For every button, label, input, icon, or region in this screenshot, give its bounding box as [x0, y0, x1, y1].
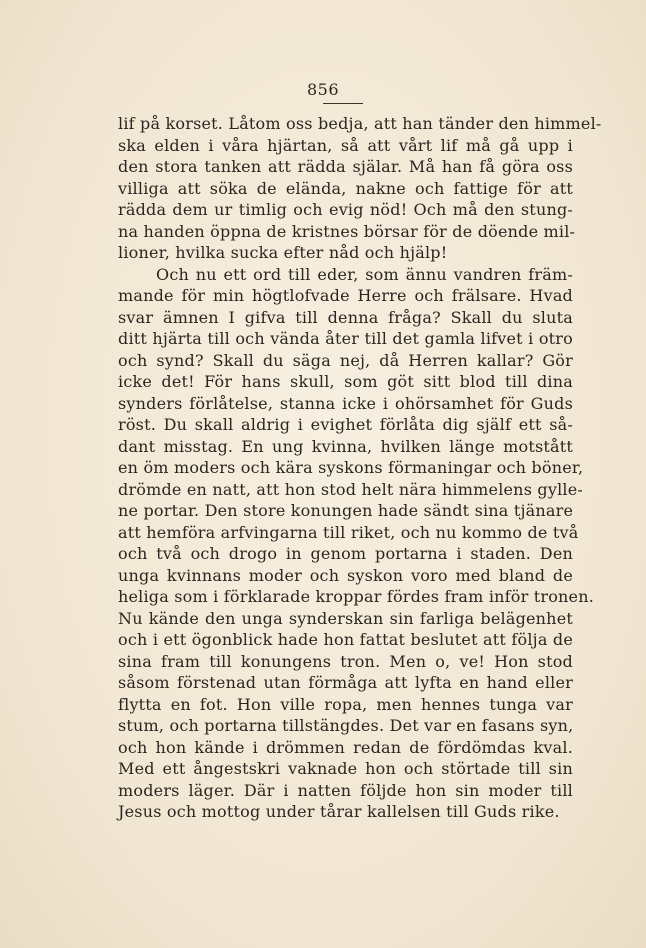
text-line: rädda dem ur timlig och evig nöd! Och må den stung- — [118, 200, 573, 219]
text-line: Nu kände den unga synderskan sin farliga belägenhet — [118, 608, 573, 628]
text-line: ditt hjärta till och vända åter till det gamla lifvet i otro — [118, 329, 573, 348]
text-line: moders läger. Där i natten följde hon sin moder till — [118, 780, 573, 800]
text-line: synders förlåtelse, stanna icke i ohörsamhet för Guds — [118, 393, 573, 413]
text-line: Och nu ett ord till eder, som ännu vandren främ- — [156, 264, 573, 284]
text-line: Med ett ångestskri vaknade hon och störtade till sin — [118, 759, 573, 778]
text-line: sina fram till konungens tron. Men o, ve! Hon stod — [118, 651, 573, 671]
text-line: ne portar. Den store konungen hade sändt sina tjänare — [118, 501, 574, 520]
text-line: flytta en fot. Hon ville ropa, men hennes tunga var — [118, 694, 573, 714]
text-line: att hemföra arfvingarna till riket, och nu kommo de två — [118, 522, 579, 542]
text-line: svar ämnen I gifva till denna fråga? Skall du sluta — [118, 307, 573, 327]
text-line: stum, och portarna tillstängdes. Det var en fasans syn, — [118, 716, 574, 735]
text-line: den stora tanken att rädda själar. Må han få göra oss — [118, 157, 573, 176]
text-line: en öm moders och kära syskons förmaningar och böner, — [118, 458, 584, 477]
text-line: drömde en natt, att hon stod helt nära himmelens gylle- — [118, 479, 583, 499]
text-line: och hon kände i drömmen redan de fördömdas kval. — [118, 737, 573, 757]
body-text — [118, 113, 602, 823]
text-line: såsom förstenad utan förmåga att lyfta en hand eller — [118, 673, 573, 692]
text-line: na handen öppna de kristnes börsar för de döende mil- — [118, 221, 576, 241]
page-number-rule — [323, 103, 363, 104]
text-line: röst. Du skall aldrig i evighet förlåta dig själf ett så- — [118, 415, 573, 434]
text-line: dant misstag. En ung kvinna, hvilken länge motstått — [118, 436, 573, 456]
page-number: 856 — [306, 80, 340, 99]
text-line: lioner, hvilka sucka efter nåd och hjälp! — [118, 243, 448, 262]
text-line: Jesus och mottog under tårar kallelsen till Guds rike. — [118, 802, 560, 821]
text-line: villiga att söka de elända, nakne och fattige för att — [118, 178, 573, 198]
text-line: ska elden i våra hjärtan, så att vårt lif må gå upp i — [118, 135, 573, 155]
text-line: och i ett ögonblick hade hon fattat beslutet att följa de — [118, 630, 573, 649]
text-line: och två och drogo in genom portarna i staden. Den — [118, 544, 573, 563]
text-line: icke det! För hans skull, som göt sitt blod till dina — [118, 372, 573, 391]
text-line: och synd? Skall du säga nej, då Herren kallar? Gör — [118, 350, 573, 370]
text-line: lif på korset. Låtom oss bedja, att han tänder den himmel- — [118, 114, 602, 133]
text-line: heliga som i förklarade kroppar fördes fram inför tronen. — [118, 587, 595, 606]
text-line: unga kvinnans moder och syskon voro med bland de — [118, 565, 573, 585]
text-line: mande för min högtlofvade Herre och frälsare. Hvad — [118, 286, 573, 305]
